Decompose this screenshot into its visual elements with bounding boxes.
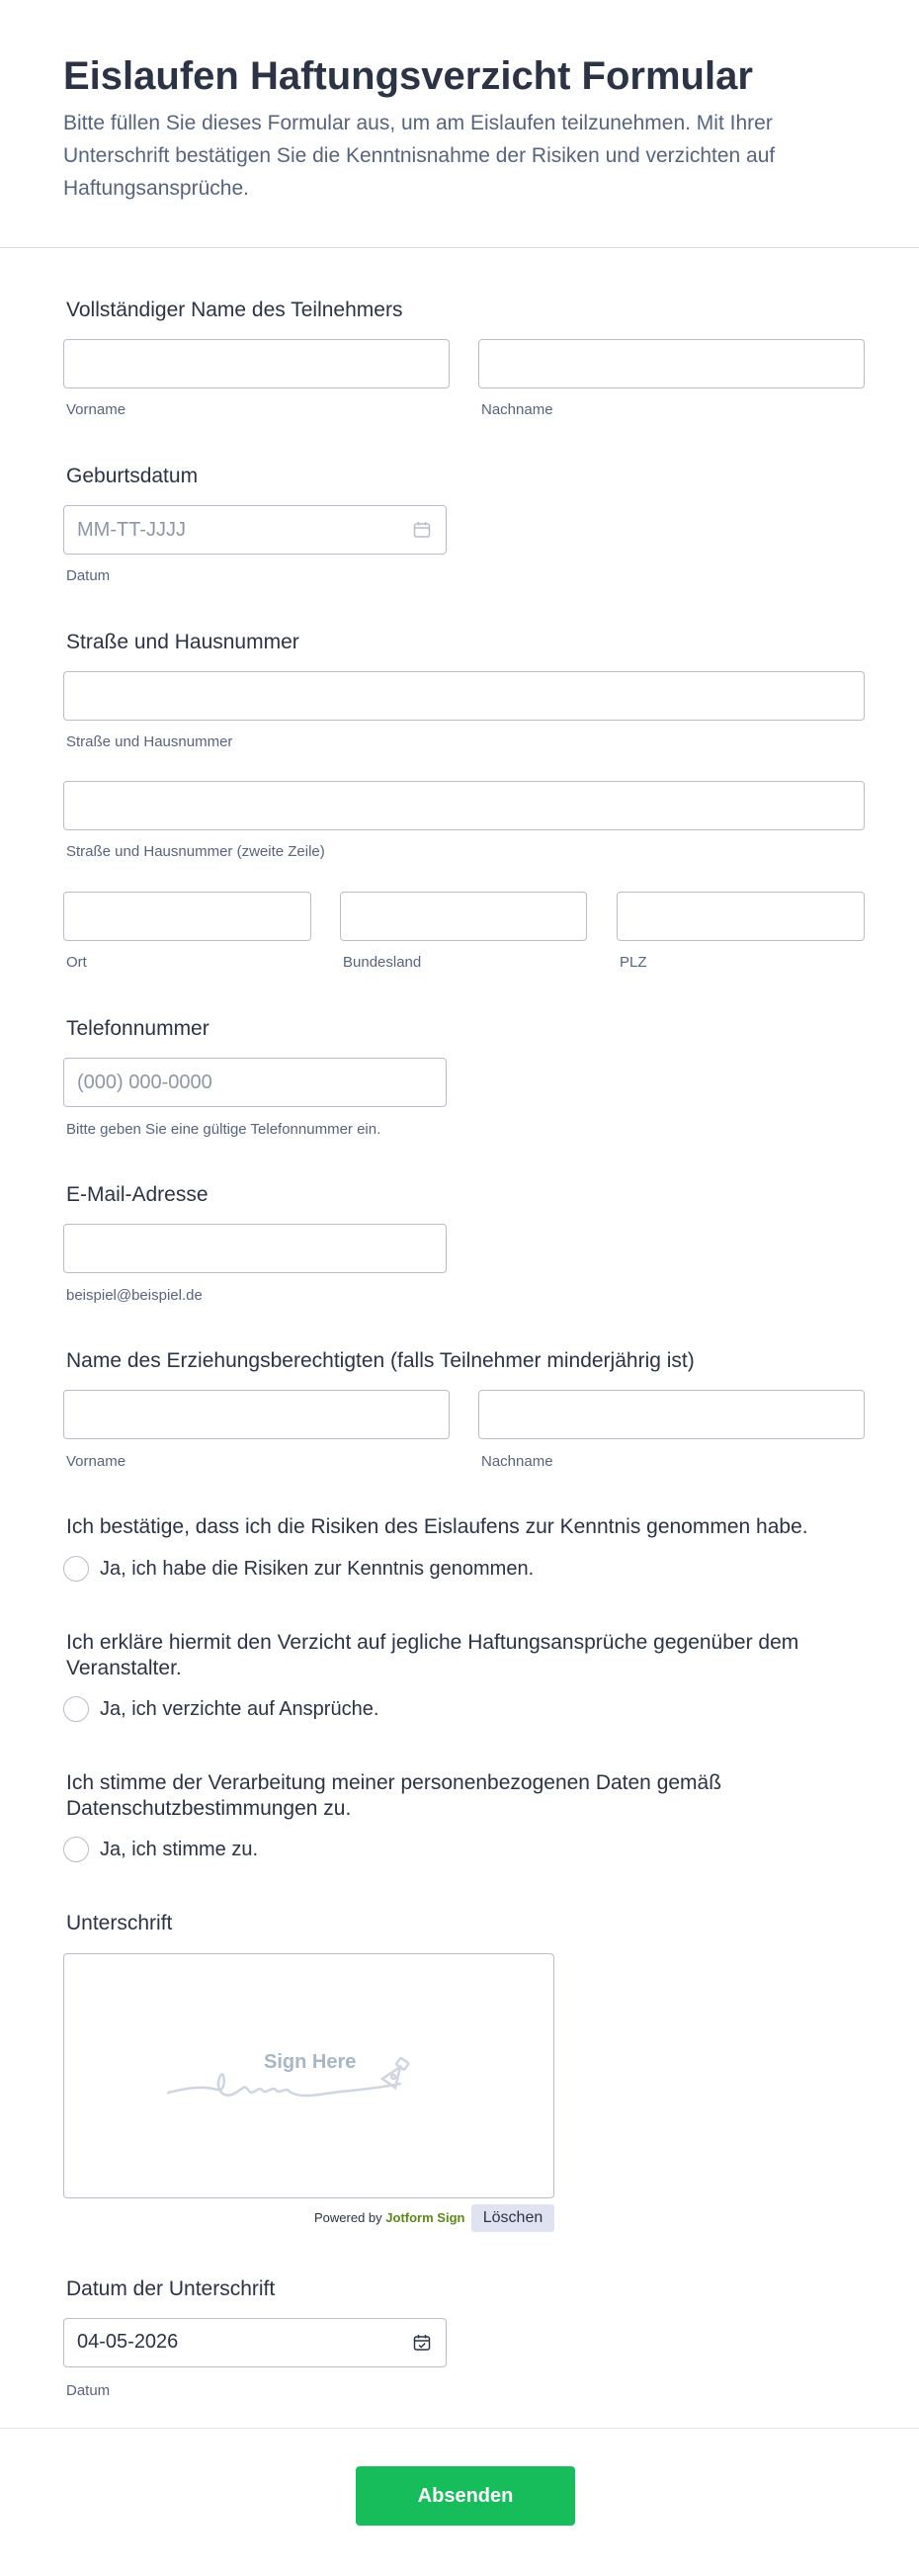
powered-by <box>314 2210 464 2225</box>
calendar-icon[interactable] <box>412 520 432 540</box>
risk-radio[interactable] <box>63 1556 89 1582</box>
footer-divider <box>0 2428 919 2429</box>
phone-input[interactable] <box>63 1058 447 1107</box>
guardian-last-sublabel: Nachname <box>481 1453 553 1470</box>
guardian-first-sublabel: Vorname <box>66 1453 126 1470</box>
signature-date-sublabel: Datum <box>66 2382 111 2399</box>
risk-option-label[interactable]: Ja, ich habe die Risiken zur Kenntnis genommen. <box>100 1558 535 1580</box>
first-name-input[interactable] <box>63 339 450 388</box>
phone-sublabel: Bitte geben Sie eine gültige Telefonnummer ein. <box>66 1121 381 1138</box>
calendar-check-icon[interactable] <box>412 2333 432 2353</box>
email-label: E-Mail-Adresse <box>66 1183 209 1206</box>
birthdate-placeholder: MM-TT-JJJJ <box>77 519 186 541</box>
city-sublabel: Ort <box>66 954 87 971</box>
signature-pad[interactable] <box>63 1953 554 2198</box>
signature-hint: Sign Here <box>264 2051 357 2073</box>
privacy-option-label[interactable]: Ja, ich stimme zu. <box>100 1839 259 1860</box>
street-line1-sublabel: Straße und Hausnummer <box>66 733 233 750</box>
privacy-label-line2: Datenschutzbestimmungen zu. <box>66 1797 352 1820</box>
state-sublabel: Bundesland <box>343 954 422 971</box>
address-label: Straße und Hausnummer <box>66 631 299 653</box>
privacy-radio[interactable] <box>63 1837 89 1862</box>
last-name-input[interactable] <box>478 339 865 388</box>
risk-label: Ich bestätige, dass ich die Risiken des Eislaufens zur Kenntnis genommen habe. <box>66 1515 808 1538</box>
signature-date-input[interactable] <box>63 2318 447 2367</box>
form-subtitle: Bitte füllen Sie dieses Formular aus, um am Eislaufen teilzunehmen. Mit Ihrer Unterschrift bestätigen Sie die Kenntnisnahme der Risiken und verzichten auf Haftungsansprüche. <box>63 112 776 200</box>
city-input[interactable] <box>63 892 311 941</box>
waiver-option-label[interactable]: Ja, ich verzichte auf Ansprüche. <box>100 1698 379 1720</box>
guardian-label: Name des Erziehungsberechtigten (falls Teilnehmer minderjährig ist) <box>66 1349 695 1372</box>
phone-label: Telefonnummer <box>66 1017 209 1040</box>
guardian-last-name-input[interactable] <box>478 1390 865 1439</box>
zip-input[interactable] <box>617 892 865 941</box>
email-input[interactable] <box>63 1224 447 1273</box>
guardian-first-name-input[interactable] <box>63 1390 450 1439</box>
street-line2-sublabel: Straße und Hausnummer (zweite Zeile) <box>66 843 325 860</box>
last-name-sublabel: Nachname <box>481 401 553 418</box>
first-name-sublabel: Vorname <box>66 401 126 418</box>
email-sublabel: beispiel@beispiel.de <box>66 1287 203 1304</box>
waiver-label-line2: Veranstalter. <box>66 1657 182 1679</box>
signature-scribble-icon <box>163 2048 460 2107</box>
signature-label: Unterschrift <box>66 1912 173 1934</box>
birthdate-input[interactable] <box>63 505 447 555</box>
form-header <box>0 0 919 248</box>
full-name-label: Vollständiger Name des Teilnehmers <box>66 299 403 321</box>
phone-placeholder: (000) 000-0000 <box>77 1072 212 1093</box>
clear-signature-button[interactable]: Löschen <box>471 2204 554 2232</box>
state-input[interactable] <box>340 892 587 941</box>
waiver-radio[interactable] <box>63 1696 89 1722</box>
form-title: Eislaufen Haftungsverzicht Formular <box>63 54 753 98</box>
birthdate-sublabel: Datum <box>66 567 111 584</box>
powered-prefix: Powered by <box>314 2210 382 2225</box>
signature-date-value: 04-05-2026 <box>77 2331 179 2353</box>
submit-button[interactable]: Absenden <box>356 2466 575 2526</box>
zip-sublabel: PLZ <box>620 954 647 971</box>
waiver-label-line1: Ich erkläre hiermit den Verzicht auf jegliche Haftungsansprüche gegenüber dem <box>66 1631 799 1654</box>
street-line1-input[interactable] <box>63 671 865 721</box>
street-line2-input[interactable] <box>63 781 865 830</box>
privacy-label-line1: Ich stimme der Verarbeitung meiner personenbezogenen Daten gemäß <box>66 1771 722 1794</box>
birthdate-label: Geburtsdatum <box>66 465 199 487</box>
signature-date-label: Datum der Unterschrift <box>66 2277 276 2300</box>
powered-brand[interactable]: Jotform Sign <box>385 2210 465 2225</box>
